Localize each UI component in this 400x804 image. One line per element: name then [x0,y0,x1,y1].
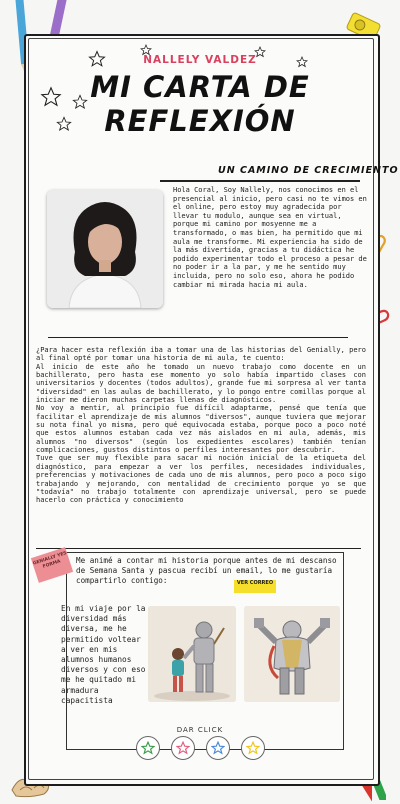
author-photo [47,190,163,308]
body-paragraph: No voy a mentir, al principio fue difícil adaptarme, pensé que tenía que facilitar el aprendizaje de mis alumnos "diversos", aunque tuviera que mejorar su nota final yo misma, pero qué equivocada estaba, porque poco a poco noté que estos alumnos estaban cada vez más aislados en mi aula, además, mis alumnos "no diversos" (según los expedientes escolares) también tenían complicaciones, gustos distintos o perfiles interesantes por descubrir. [36,404,366,455]
sticky-note: GENIALLY YES FORMA [31,547,73,583]
star-icon [141,741,155,755]
page-title-line2: REFLEXIÓN [104,104,296,138]
section-subtitle: UN CAMINO DE CRECIMIENTO [218,165,399,176]
body-paragraph: Tuve que ser muy flexible para sacar mi noción inicial de la etiqueta del diagnóstico, para empezar a ver los perfiles, necesidades individuales, preferencias y motivaciones de cada uno de mis alumnos, pero poco a poco sigo trabajando y mejorando, con mentalidad de crecimiento porque yo se que "todavía" no trabajo totalmente con aprendizaje universal, pero se puede hacerlo con práctica y conocimiento [36,454,366,505]
email-intro-text: Me animé a contar mi historia porque antes de mi descanso de Semana Santa y pascua recibí un email, lo me gustaría compartirlo contigo: [76,556,337,585]
divider [36,548,361,549]
intro-text: Hola Coral, Soy Nallely, nos conocimos en el presencial al inicio, pero casi no te vimos en el online, pero estoy muy agradecida por llevar tu modulo, aunque sea en virtual, porque mi camino por mosyenne me a transformado, o mas bien, ha permitido que mi aula me transforme. Mi experiencia ha sido de la más divertida, gracias a tu didáctica he podido experimentar todo el proceso a pesar de no poder ir a la par, y me he sentido muy incluida, pero no solo eso, ahora he podido cambiar mi mirada hacia mi aula. [173,186,367,289]
star-icon [176,741,190,755]
star-button-green[interactable] [136,736,160,760]
page-title-line1: MI CARTA DE [90,70,310,104]
star-icon [246,741,260,755]
knight-child-illustration [148,606,236,702]
star-button-blue[interactable] [206,736,230,760]
subtitle-underline [160,180,360,182]
body-paragraph: Al inicio de este año he tomado un nuevo trabajo como docente en un bachillerato, pero hasta ese momento yo solo había impartido clases con universitarios y docentes (todos adultos), grande fue mi sorpresa al ver tanta "diversidad" en las aulas de bachillerato, y lo pongo entre comillas porque al iniciar me dieron muchas carpetas llenas de diagnósticos. [36,362,366,405]
author-name: NALLELY VALDEZ [143,54,257,66]
star-button-yellow[interactable] [241,736,265,760]
divider [48,337,348,338]
body-paragraph: ¿Para hacer esta reflexión iba a tomar una de las historias del Genially, pero al final opté por tomar una historia de mi aula, te cuento: [36,346,366,363]
click-instruction: DAR CLICK [176,726,224,734]
reflection-body [36,346,366,505]
armor-illustration [244,606,340,702]
star-button-pink[interactable] [171,736,195,760]
view-email-button[interactable]: VER CORREO [234,580,276,593]
star-icon [211,741,225,755]
journey-text: En mi viaje por la diversidad más diversa, me he permitido voltear a ver en mis alumnos humanos diversos y con eso me he quitado mi armadura capacitista [61,604,146,705]
